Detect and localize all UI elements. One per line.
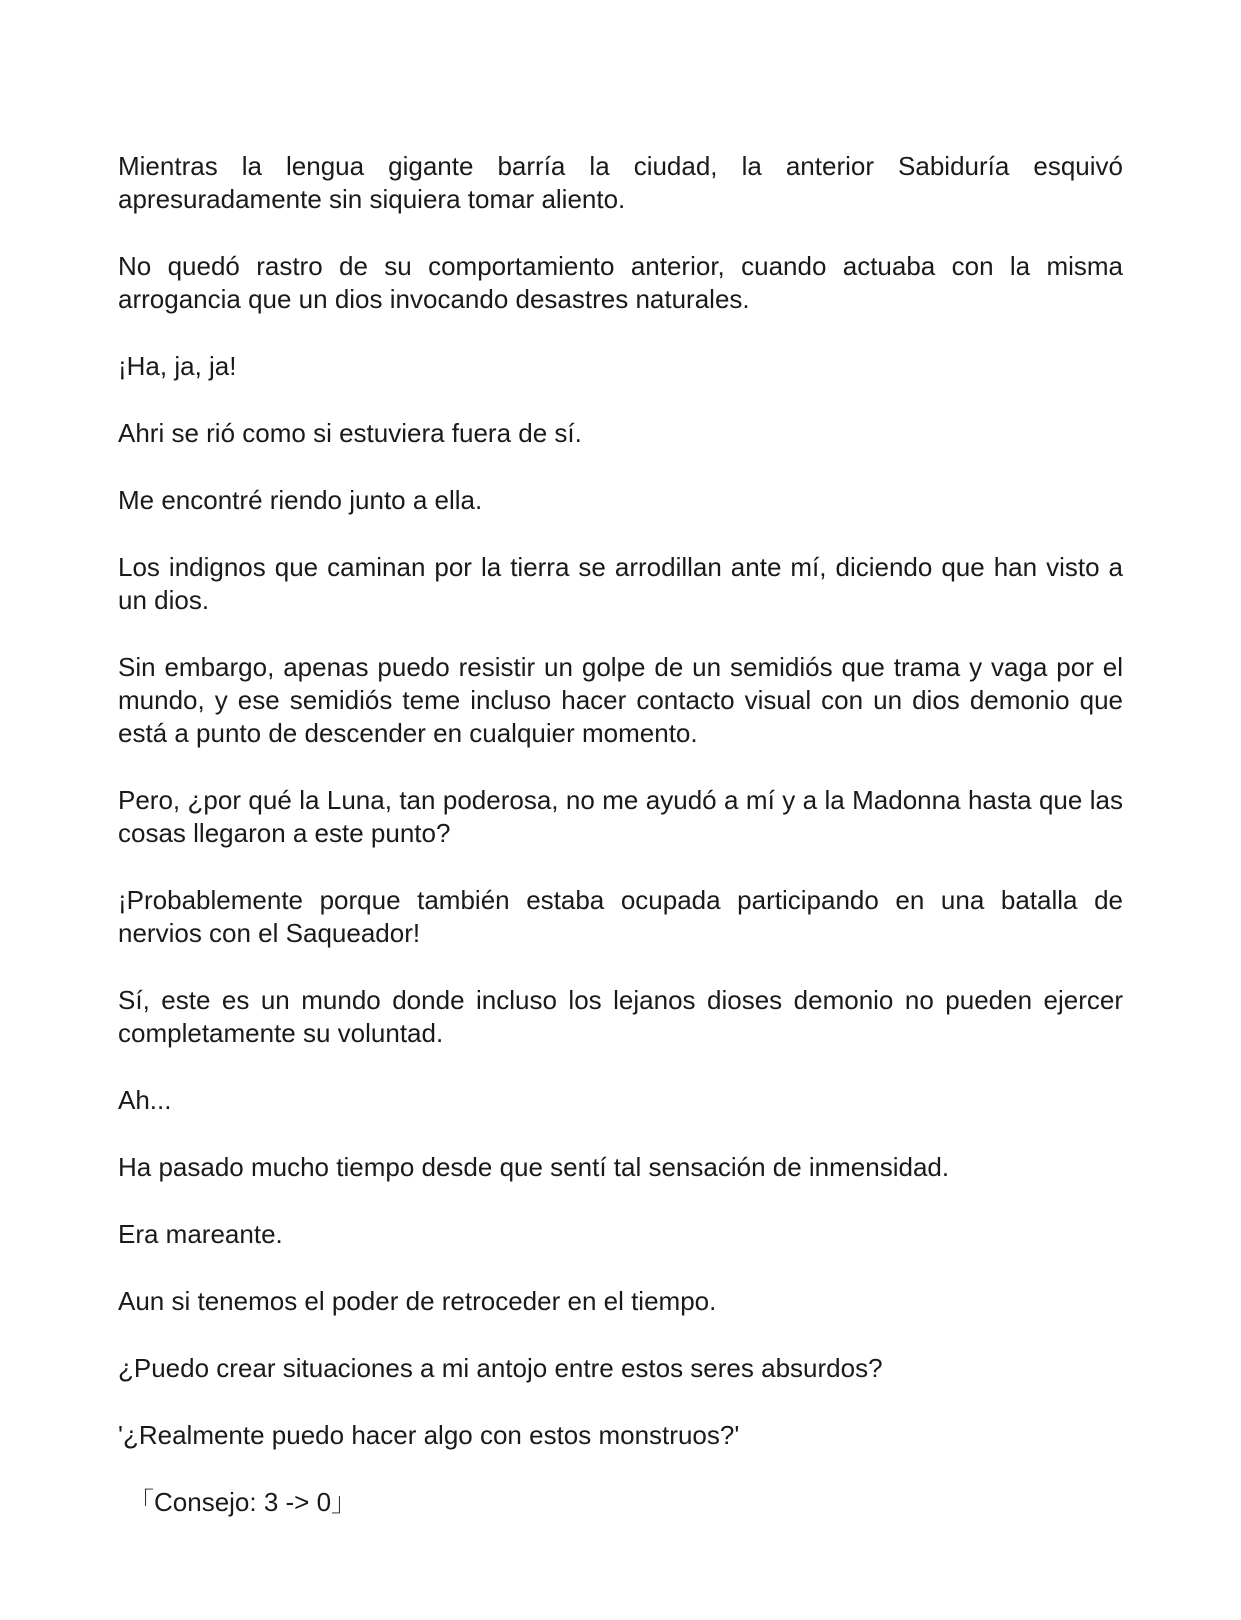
paragraph-3: ¡Ha, ja, ja! <box>118 351 237 381</box>
paragraph-9: ¡Probablemente porque también estaba ocupada participando en una batalla de nervios con el Saqueador! <box>118 885 1123 948</box>
paragraph-1: Mientras la lengua gigante barría la ciudad, la anterior Sabiduría esquivó apresuradamente sin siquiera tomar aliento. <box>118 151 1123 214</box>
paragraph-11: Ah... <box>118 1085 172 1115</box>
document-body <box>118 150 1123 1519</box>
paragraph-2: No quedó rastro de su comportamiento anterior, cuando actuaba con la misma arrogancia que un dios invocando desastres naturales. <box>118 251 1123 314</box>
paragraph-14: Aun si tenemos el poder de retroceder en el tiempo. <box>118 1286 717 1316</box>
paragraph-15: ¿Puedo crear situaciones a mi antojo entre estos seres absurdos? <box>118 1353 883 1383</box>
paragraph-10: Sí, este es un mundo donde incluso los lejanos dioses demonio no pueden ejercer completamente su voluntad. <box>118 985 1123 1048</box>
system-message: 「Consejo: 3 -> 0」 <box>128 1487 358 1517</box>
paragraph-4: Ahri se rió como si estuviera fuera de sí. <box>118 418 582 448</box>
paragraph-12: Ha pasado mucho tiempo desde que sentí tal sensación de inmensidad. <box>118 1152 950 1182</box>
paragraph-6: Los indignos que caminan por la tierra se arrodillan ante mí, diciendo que han visto a un dios. <box>118 552 1123 615</box>
paragraph-16: '¿Realmente puedo hacer algo con estos monstruos?' <box>118 1420 740 1450</box>
paragraph-8: Pero, ¿por qué la Luna, tan poderosa, no me ayudó a mí y a la Madonna hasta que las cosas llegaron a este punto? <box>118 785 1123 848</box>
paragraph-7: Sin embargo, apenas puedo resistir un golpe de un semidiós que trama y vaga por el mundo, y ese semidiós teme incluso hacer contacto visual con un dios demonio que está a punto de descender en cualquier momento. <box>118 652 1123 748</box>
paragraph-5: Me encontré riendo junto a ella. <box>118 485 483 515</box>
paragraph-13: Era mareante. <box>118 1219 283 1249</box>
